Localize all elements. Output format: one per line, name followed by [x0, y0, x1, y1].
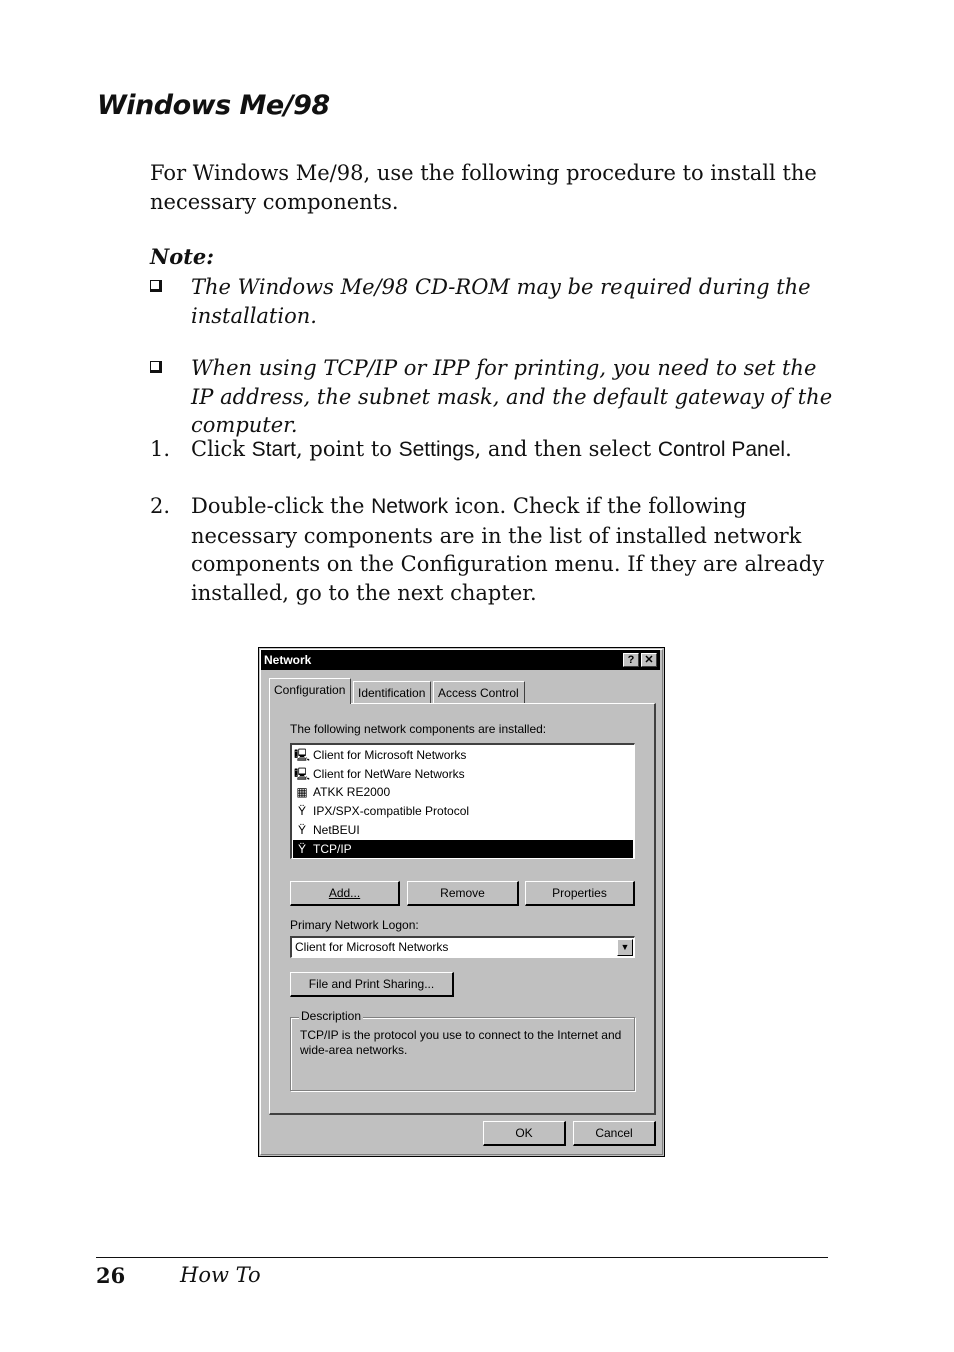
- ui-term-start: Start: [251, 438, 297, 461]
- step-text: [191, 435, 841, 465]
- ui-term-control-panel: Control Panel: [657, 438, 786, 461]
- list-item[interactable]: [293, 821, 633, 839]
- note-item: [150, 354, 840, 437]
- footer-rule: [96, 1257, 828, 1258]
- list-item-label: TCP/IP: [313, 842, 352, 856]
- computer-icon: 🖳: [294, 748, 311, 762]
- list-item-selected[interactable]: [293, 840, 633, 858]
- tab-access-control[interactable]: Access Control: [433, 681, 525, 703]
- step-text-part: icon. Check if the following necessary components are in the list of installed network components on the Configuration menu. If they are already installed, go to the next chapter.: [191, 494, 825, 605]
- description-title: Description: [301, 1009, 362, 1023]
- step-text-part: Click: [191, 437, 252, 461]
- remove-button[interactable]: Remove: [407, 881, 519, 906]
- page-title: Windows Me/98: [97, 90, 330, 121]
- ok-button[interactable]: OK: [483, 1121, 566, 1146]
- step-text-part: , point to: [296, 437, 399, 461]
- protocol-icon: Ÿ: [297, 823, 306, 837]
- network-dialog: [258, 647, 665, 1157]
- checkbox-bullet-icon: [150, 361, 162, 373]
- checkbox-bullet-icon: [150, 280, 162, 292]
- step-text-part: , and then select: [474, 437, 658, 461]
- step-number: 2.: [150, 494, 171, 518]
- note-item-text: When using TCP/IP or IPP for printing, you need to set the IP address, the subnet mask, and the default gateway of the computer.: [191, 356, 833, 437]
- list-item-label: NetBEUI: [313, 823, 360, 837]
- description-group: [290, 1009, 635, 1091]
- step-1: [150, 435, 840, 465]
- list-item[interactable]: [293, 802, 633, 820]
- primary-logon-select[interactable]: [290, 936, 635, 958]
- file-print-sharing-button[interactable]: File and Print Sharing...: [290, 972, 454, 997]
- step-text-part: .: [785, 437, 792, 461]
- note-item-text: The Windows Me/98 CD-ROM may be required during the installation.: [191, 275, 811, 328]
- page-number: 26: [96, 1263, 126, 1288]
- note-title: Note:: [150, 244, 215, 269]
- components-label: The following network components are installed:: [290, 722, 547, 736]
- add-button-label: Add...: [328, 886, 361, 900]
- tab-configuration[interactable]: Configuration: [269, 678, 351, 704]
- close-icon[interactable]: ✕: [641, 653, 657, 667]
- help-button[interactable]: ?: [623, 653, 639, 667]
- step-text: [191, 492, 841, 607]
- chevron-down-icon[interactable]: ▼: [617, 939, 633, 956]
- dialog-titlebar[interactable]: [261, 650, 660, 670]
- description-text: TCP/IP is the protocol you use to connect to the Internet and wide-area networks.: [300, 1028, 622, 1057]
- cancel-button[interactable]: Cancel: [573, 1121, 656, 1146]
- dialog-title: Network: [264, 653, 312, 667]
- list-item-label: Client for Microsoft Networks: [313, 748, 467, 762]
- list-item[interactable]: [293, 765, 633, 783]
- note-item: [150, 273, 840, 331]
- intro-paragraph: For Windows Me/98, use the following procedure to install the necessary components.: [150, 161, 817, 214]
- footer-section: How To: [180, 1263, 261, 1287]
- ui-term-network: Network: [371, 495, 449, 518]
- protocol-icon: Ÿ: [297, 804, 306, 818]
- tab-identification[interactable]: Identification: [353, 681, 431, 703]
- list-item[interactable]: [293, 746, 633, 764]
- list-item-label: ATKK RE2000: [313, 785, 391, 799]
- primary-logon-value: Client for Microsoft Networks: [295, 940, 449, 954]
- list-item[interactable]: [293, 783, 633, 801]
- ui-term-settings: Settings: [398, 438, 475, 461]
- primary-logon-label: Primary Network Logon:: [290, 918, 419, 932]
- network-card-icon: ▦: [296, 785, 308, 799]
- components-list[interactable]: [290, 743, 635, 859]
- protocol-icon: Ÿ: [297, 842, 306, 856]
- properties-button[interactable]: Properties: [525, 881, 635, 906]
- computer-icon: 🖳: [294, 767, 311, 781]
- list-item-label: IPX/SPX-compatible Protocol: [313, 804, 470, 818]
- step-2: [150, 492, 840, 612]
- step-number: 1.: [150, 437, 171, 461]
- step-text-part: Double-click the: [191, 494, 372, 518]
- add-button[interactable]: [290, 881, 400, 906]
- list-item-label: Client for NetWare Networks: [313, 767, 465, 781]
